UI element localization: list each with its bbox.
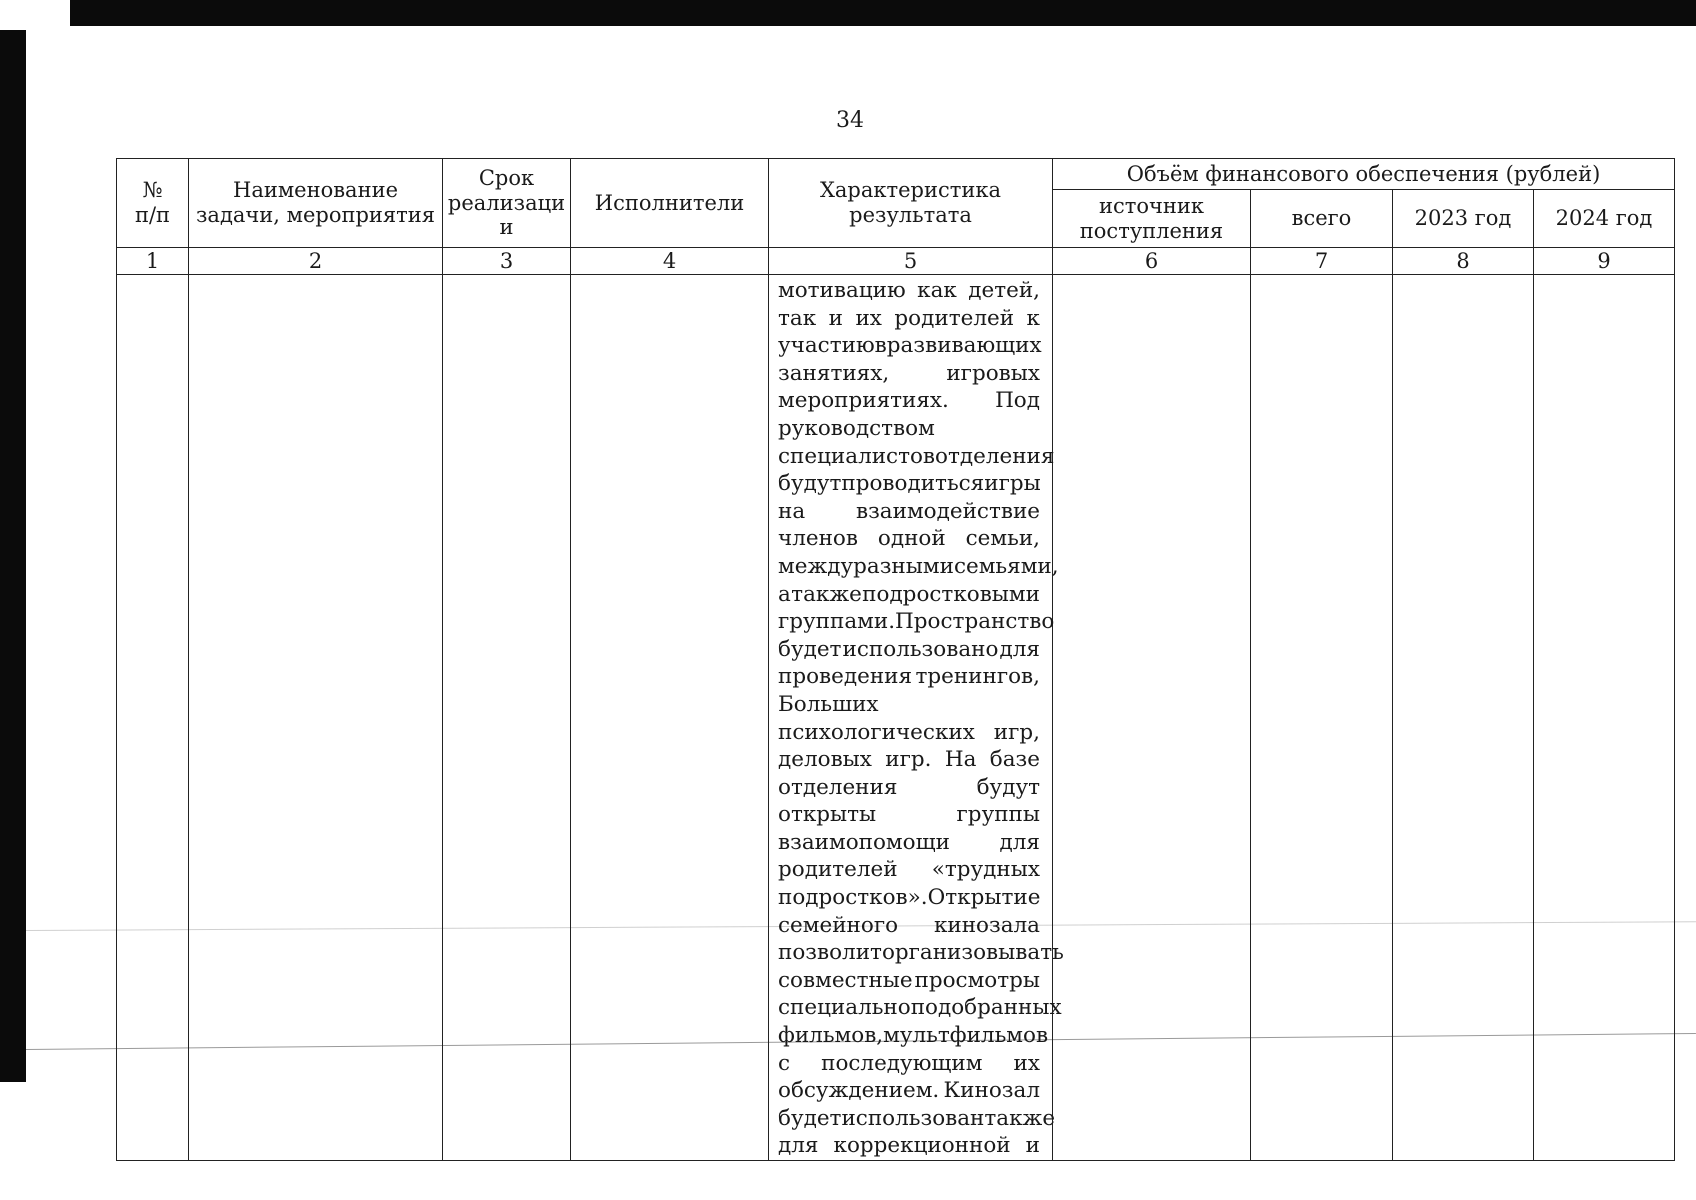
header-year-2023-text: 2023 год (1414, 206, 1512, 231)
result-line: фильмов, мультфильмов (778, 1023, 1049, 1049)
column-index-1: 1 (117, 248, 189, 275)
cell-executors (571, 275, 769, 1161)
column-index-7: 7 (1251, 248, 1393, 275)
cell-result (769, 275, 1064, 1161)
cell-year-2024 (1534, 275, 1675, 1161)
column-index-2: 2 (189, 248, 443, 275)
cell-term (443, 275, 571, 1161)
result-line: мотивацию как детей, (778, 278, 1040, 303)
header-year-2024-text: 2024 год (1555, 206, 1653, 231)
result-line: будут проводиться игры (778, 471, 1041, 497)
result-line: семейного кинозала (778, 912, 1040, 938)
page-number: 34 (836, 108, 864, 133)
result-line: родителей «трудных (778, 857, 1040, 883)
header-result-text: Характеристика результата (819, 178, 1002, 227)
header-funding-group (1053, 159, 1675, 190)
result-line: будет использован также (778, 1105, 1056, 1131)
result-line: специально подобранных (778, 995, 1062, 1021)
result-line: между разными семьями, (778, 553, 1059, 579)
result-line: отделения будут (778, 774, 1040, 800)
header-executors (571, 159, 769, 248)
header-num (117, 159, 189, 248)
result-line: психологических игр, (778, 719, 1040, 745)
cell-year-2023 (1393, 275, 1534, 1161)
result-line: так и их родителей к (778, 305, 1040, 331)
result-line: обсуждением. Кинозал (778, 1078, 1040, 1104)
result-line: позволит организовывать (778, 940, 1064, 966)
header-year-2023 (1393, 190, 1534, 248)
result-line: а также подростковыми (778, 581, 1040, 607)
header-funding-group-text: Объём финансового обеспечения (рублей) (1126, 161, 1601, 186)
scan-edge-left (0, 30, 26, 1082)
cell-name (189, 275, 443, 1161)
result-line: Больших (778, 691, 879, 717)
cell-source (1053, 275, 1251, 1161)
column-index-5: 5 (769, 248, 1053, 275)
column-index-3: 3 (443, 248, 571, 275)
result-line: деловых игр. На базе (778, 747, 1040, 773)
header-total-text: всего (1291, 206, 1352, 231)
result-line: на взаимодействие (778, 498, 1040, 524)
header-term-text: Срок реализаци и (447, 165, 566, 240)
result-line: с последующим их (778, 1050, 1040, 1076)
header-year-2024 (1534, 190, 1675, 248)
header-total (1251, 190, 1393, 248)
header-source (1053, 190, 1251, 248)
column-index-4: 4 (571, 248, 769, 275)
header-num-text: № п/п (134, 178, 171, 227)
header-name (189, 159, 443, 248)
result-line: специалистов отделения (778, 443, 1055, 469)
result-line: участию в развивающих (778, 333, 1042, 359)
column-index-9: 9 (1534, 248, 1675, 275)
result-line: будет использовано для (778, 636, 1040, 662)
header-term (443, 159, 571, 248)
header-result (769, 159, 1053, 248)
cell-num (117, 275, 189, 1161)
header-name-text: Наименование задачи, мероприятия (195, 178, 436, 227)
header-source-text: источник поступления (1079, 193, 1224, 243)
cell-total (1251, 275, 1393, 1161)
column-index-6: 6 (1053, 248, 1251, 275)
plan-table (116, 158, 1675, 1161)
result-line: руководством (778, 415, 935, 441)
column-index-8: 8 (1393, 248, 1534, 275)
result-line: членов одной семьи, (778, 526, 1040, 552)
result-line: взаимопомощи для (778, 829, 1040, 855)
result-description (769, 275, 1064, 1160)
result-line: группами. Пространство (778, 609, 1055, 635)
result-line: открыты группы (778, 802, 1040, 828)
result-line: занятиях, игровых (778, 360, 1040, 386)
result-line: подростков». Открытие (778, 885, 1041, 911)
header-executors-text: Исполнители (594, 190, 745, 215)
scan-edge-top (70, 0, 1696, 26)
result-line: мероприятиях. Под (778, 388, 1040, 414)
result-line: проведения тренингов, (778, 664, 1040, 690)
result-line: для коррекционной и (778, 1133, 1040, 1159)
table-row (117, 275, 1675, 1161)
result-line: совместные просмотры (778, 967, 1040, 993)
